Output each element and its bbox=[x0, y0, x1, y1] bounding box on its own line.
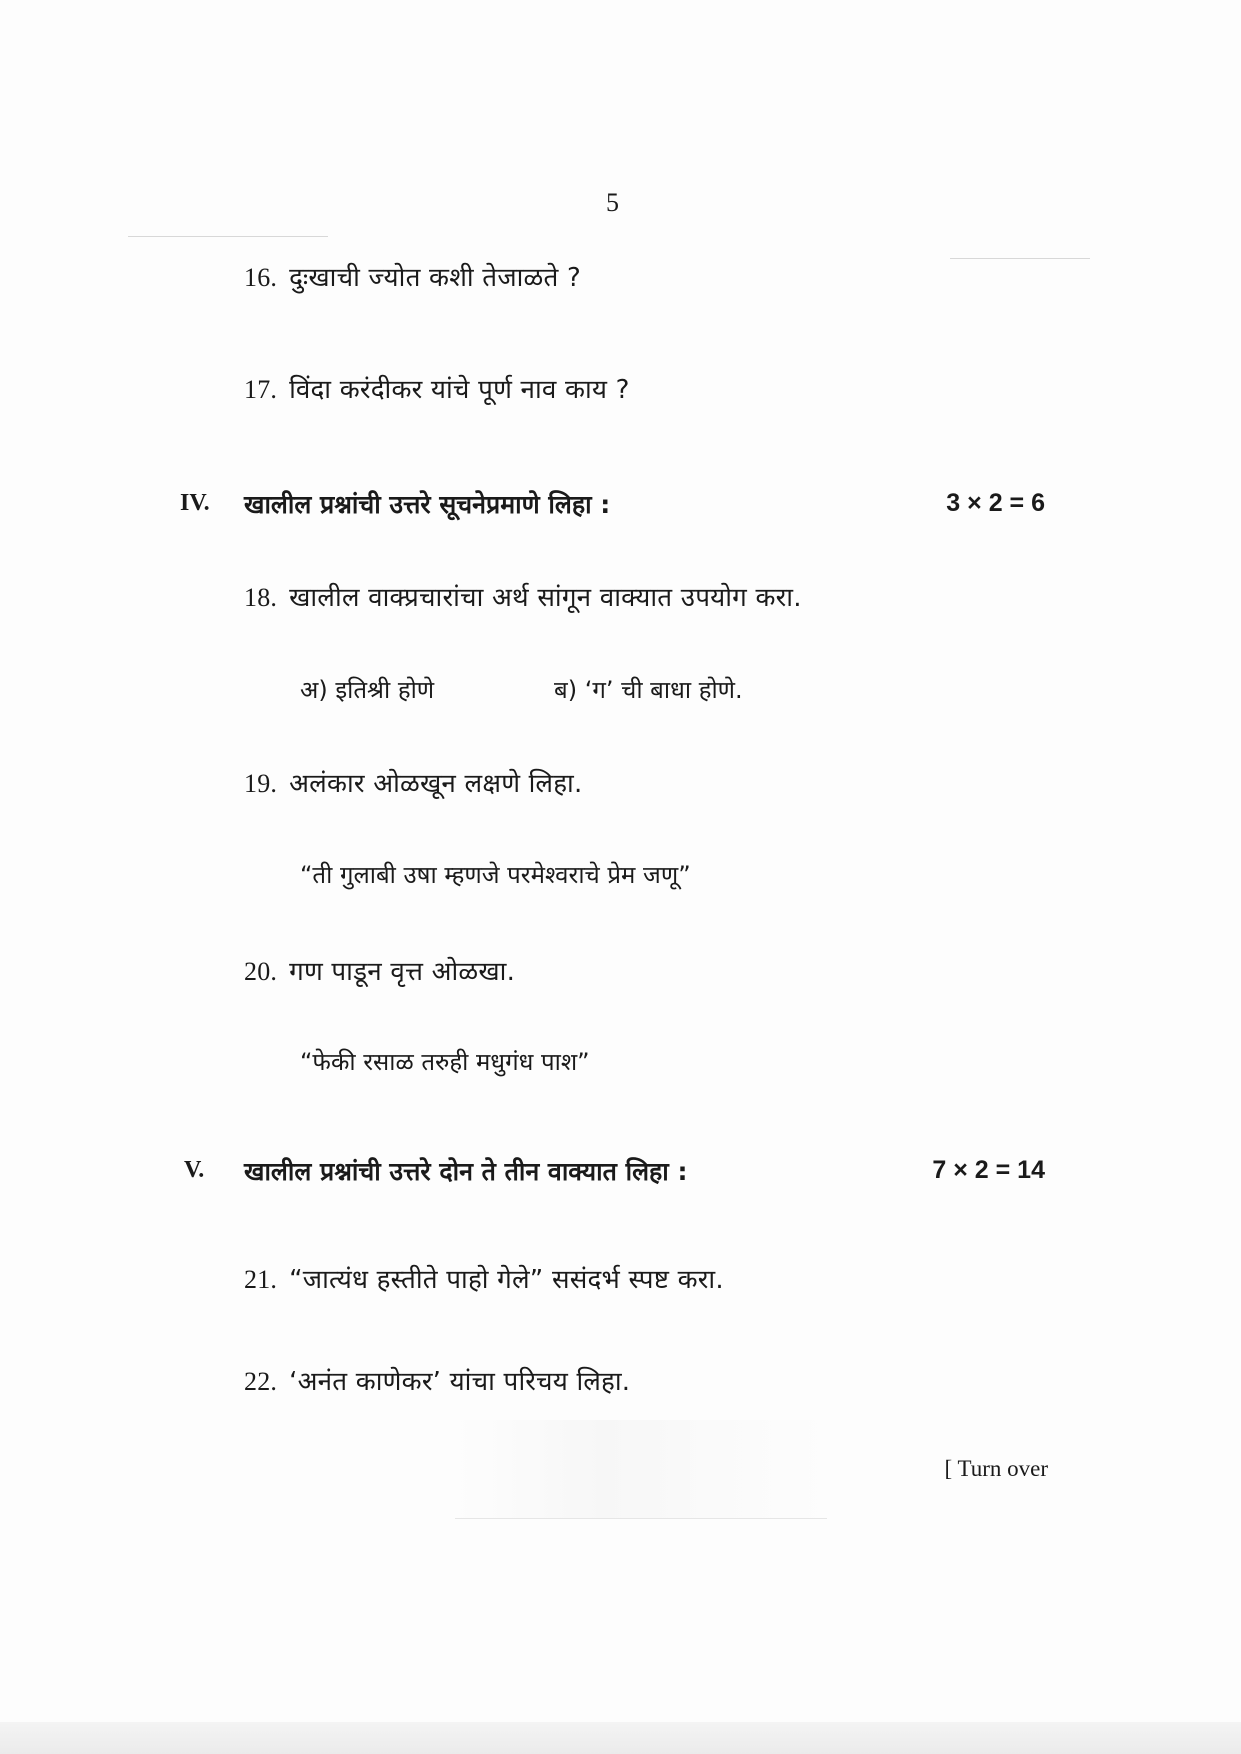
question-20-quote: “फेकी रसाळ तरुही मधुगंध पाश” bbox=[300, 1048, 590, 1076]
question-number: 21. bbox=[244, 1265, 278, 1294]
question-18 bbox=[244, 578, 802, 614]
question-number: 18. bbox=[244, 583, 278, 612]
question-number: 16. bbox=[244, 263, 278, 292]
question-20 bbox=[244, 952, 515, 988]
option-a: अ) इतिश्री होणे bbox=[300, 676, 435, 704]
turn-over-note: [ Turn over bbox=[944, 1456, 1048, 1481]
question-number: 22. bbox=[244, 1367, 278, 1396]
scan-rule-left bbox=[128, 236, 328, 237]
question-19 bbox=[244, 764, 582, 800]
question-19-quote: “ती गुलाबी उषा म्हणजे परमेश्वराचे प्रेम जणू” bbox=[300, 861, 691, 889]
scan-rule-right bbox=[950, 258, 1090, 259]
scan-artifact-box bbox=[455, 1420, 827, 1519]
page-number: 5 bbox=[606, 188, 619, 217]
section-title: खालील प्रश्नांची उत्तरे सूचनेप्रमाणे लिहा : bbox=[244, 490, 611, 519]
question-text: ‘अनंत काणेकर’ यांचा परिचय लिहा. bbox=[289, 1367, 631, 1397]
question-text: गण पाडून वृत्त ओळखा. bbox=[289, 957, 516, 987]
question-text: “जात्यंध हस्तीते पाहो गेले” ससंदर्भ स्पष्ट करा. bbox=[289, 1265, 724, 1295]
question-21 bbox=[244, 1260, 724, 1296]
question-22 bbox=[244, 1362, 630, 1398]
section-marks: 7 × 2 = 14 bbox=[932, 1156, 1045, 1184]
question-17 bbox=[244, 370, 630, 406]
section-number: IV. bbox=[180, 490, 210, 516]
question-number: 17. bbox=[244, 375, 278, 404]
option-b: ब) ‘ग’ ची बाधा होणे. bbox=[554, 676, 743, 704]
section-marks: 3 × 2 = 6 bbox=[946, 489, 1045, 517]
section-title: खालील प्रश्नांची उत्तरे दोन ते तीन वाक्यात लिहा : bbox=[244, 1157, 688, 1186]
question-text: खालील वाक्प्रचारांचा अर्थ सांगून वाक्यात उपयोग करा. bbox=[289, 583, 802, 613]
section-number: V. bbox=[184, 1157, 205, 1183]
question-text: अलंकार ओळखून लक्षणे लिहा. bbox=[289, 769, 583, 799]
question-text: दुःखाची ज्योत कशी तेजाळते ? bbox=[289, 263, 581, 293]
question-number: 19. bbox=[244, 769, 278, 798]
question-number: 20. bbox=[244, 957, 278, 986]
scan-bottom-edge bbox=[0, 1722, 1241, 1754]
question-text: विंदा करंदीकर यांचे पूर्ण नाव काय ? bbox=[289, 375, 630, 405]
question-16 bbox=[244, 258, 581, 294]
